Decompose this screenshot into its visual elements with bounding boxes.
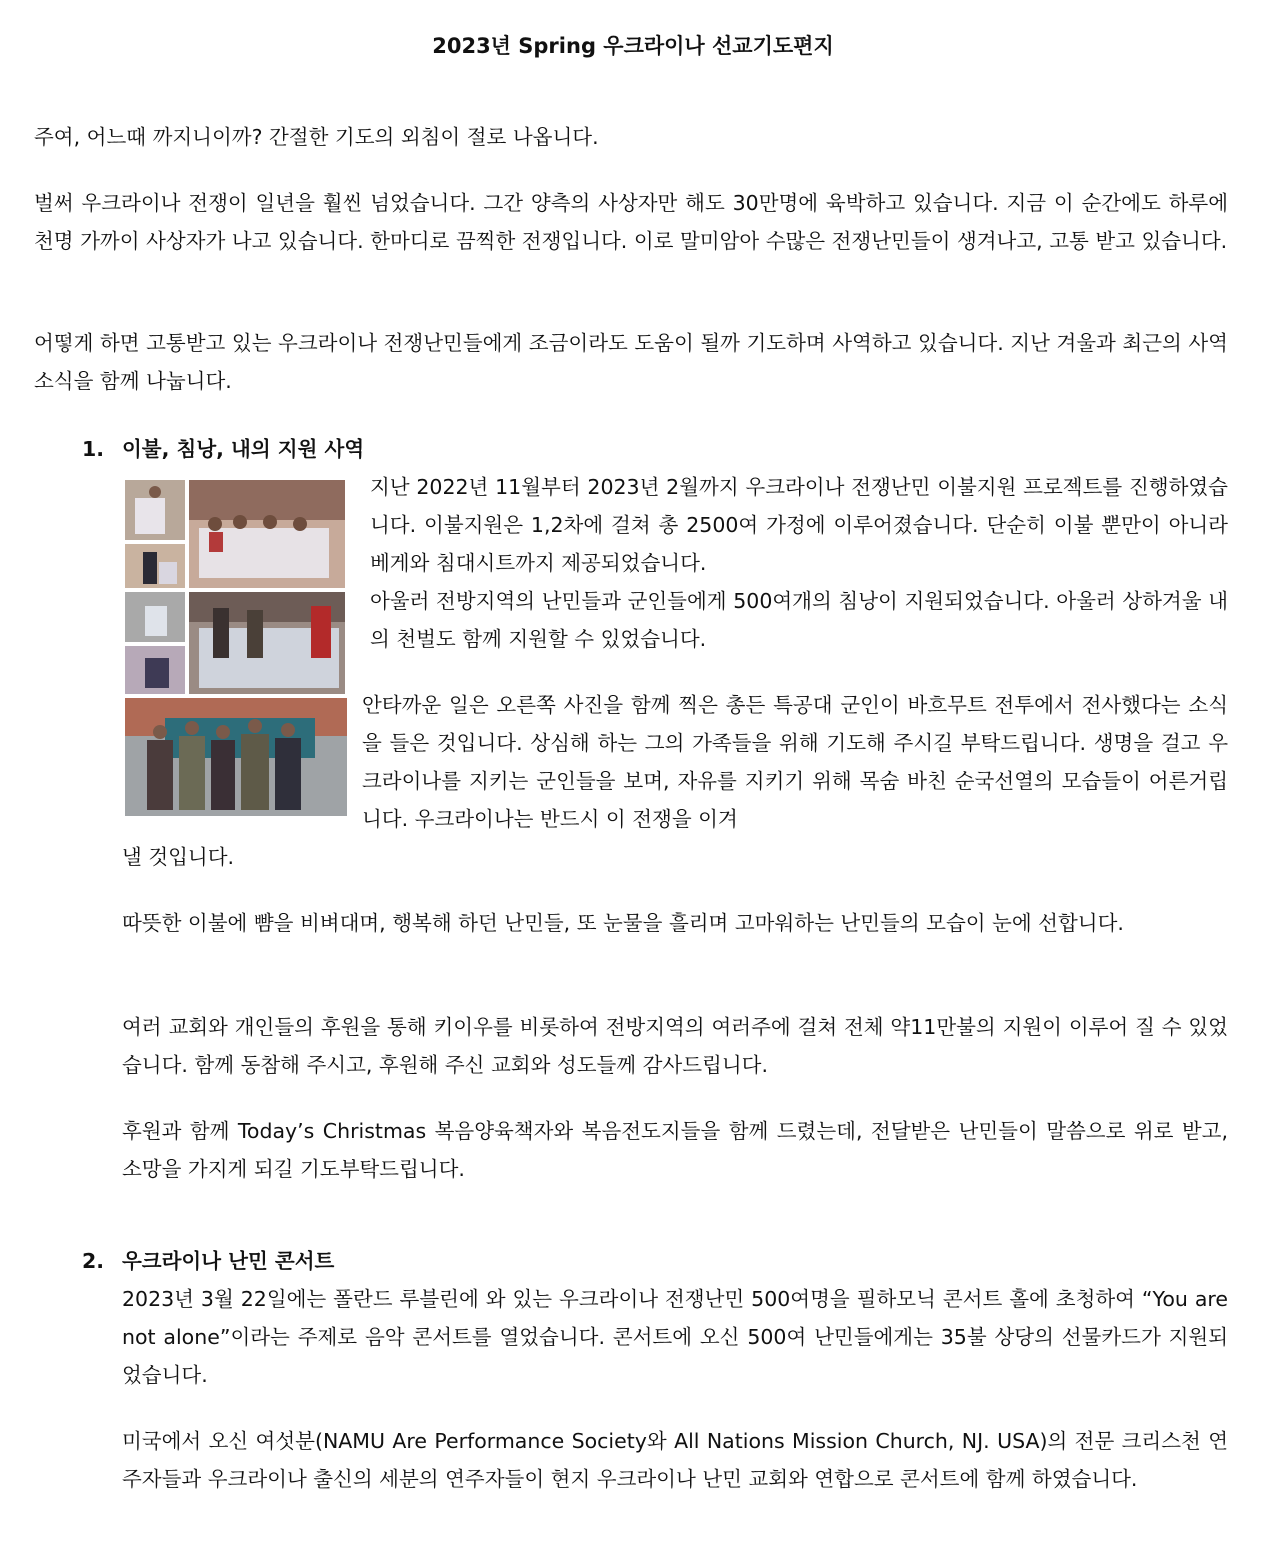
section-1-number: 1. (82, 437, 105, 461)
section-2-paragraph-2: 미국에서 오신 여섯분(NAMU Are Performance Society와 All Nations Mission Church, NJ. USA)의 전문 크리스천 연주자들과 우크라이나 출신의 세분의 연주자들이 현지 우크라이나 난민 교회와 연합으로 콘서트에 함께 하였습니다. (122, 1429, 1228, 1491)
intro-paragraph-1: 주여, 어느때 까지니이까? 간절한 기도의 외침이 절로 나옵니다. (34, 125, 599, 149)
section-1-paragraph-3: 안타까운 일은 오른쪽 사진을 함께 찍은 총든 특공대 군인이 바흐무트 전투에서 전사했다는 소식을 들은 것입니다. 상심해 하는 그의 가족들을 위해 기도해 주시길 부탁드립니다. 생명을 걸고 우크라이나를 지키는 군인들을 보며, 자유를 지키기 위해 목숨 바친 순국선열의 모습들이 어른거립니다. 우크라이나는 반드시 이 전쟁을 이겨 (362, 693, 1228, 831)
section-1-paragraph-4: 따뜻한 이불에 뺨을 비벼대며, 행복해 하던 난민들, 또 눈물을 흘리며 고마워하는 난민들의 모습이 눈에 선합니다. (122, 911, 1124, 935)
section-1-heading: 이불, 침낭, 내의 지원 사역 (122, 437, 365, 461)
section-1-paragraph-6: 후원과 함께 Today’s Christmas 복음양육책자와 복음전도지들을 함께 드렸는데, 전달받은 난민들이 말씀으로 위로 받고, 소망을 가지게 되길 기도부탁드립니다. (122, 1119, 1228, 1181)
section-2-paragraph-1: 2023년 3월 22일에는 폴란드 루블린에 와 있는 우크라이나 전쟁난민 500여명을 필하모닉 콘서트 홀에 초청하여 “You are not alone”이라는 주제로 음악 콘서트를 열었습니다. 콘서트에 오신 500여 난민들에게는 35불 상당의 선물카드가 지원되었습니다. (122, 1287, 1228, 1387)
section-1-paragraph-3-tail: 낼 것입니다. (122, 845, 235, 869)
photo-collage (125, 478, 347, 818)
intro-paragraph-2: 벌써 우크라이나 전쟁이 일년을 훨씬 넘었습니다. 그간 양측의 사상자만 해도 30만명에 육박하고 있습니다. 지금 이 순간에도 하루에 천명 가까이 사상자가 나고 있습니다. 한마디로 끔찍한 전쟁입니다. 이로 말미암아 수많은 전쟁난민들이 생겨나고, 고통 받고 있습니다. (34, 191, 1228, 253)
section-1-paragraph-2: 아울러 전방지역의 난민들과 군인들에게 500여개의 침낭이 지원되었습니다. 아울러 상하겨울 내의 천벌도 함께 지원할 수 있었습니다. (370, 589, 1228, 651)
section-2-heading: 우크라이나 난민 콘서트 (122, 1249, 335, 1273)
page-title: 2023년 Spring 우크라이나 선교기도편지 (432, 34, 834, 58)
section-1-paragraph-5: 여러 교회와 개인들의 후원을 통해 키이우를 비롯하여 전방지역의 여러주에 걸쳐 전체 약11만불의 지원이 이루어 질 수 있었습니다. 함께 동참해 주시고, 후원해 주신 교회와 성도들께 감사드립니다. (122, 1015, 1228, 1077)
section-1-paragraph-1: 지난 2022년 11월부터 2023년 2월까지 우크라이나 전쟁난민 이불지원 프로젝트를 진행하였습니다. 이불지원은 1,2차에 걸쳐 총 2500여 가정에 이루어졌습니다. 단순히 이불 뿐만이 아니라 베게와 침대시트까지 제공되었습니다. (370, 475, 1228, 575)
intro-paragraph-3: 어떻게 하면 고통받고 있는 우크라이나 전쟁난민들에게 조금이라도 도움이 될까 기도하며 사역하고 있습니다. 지난 겨울과 최근의 사역 소식을 함께 나눕니다. (34, 331, 1228, 393)
section-2-number: 2. (82, 1249, 105, 1273)
